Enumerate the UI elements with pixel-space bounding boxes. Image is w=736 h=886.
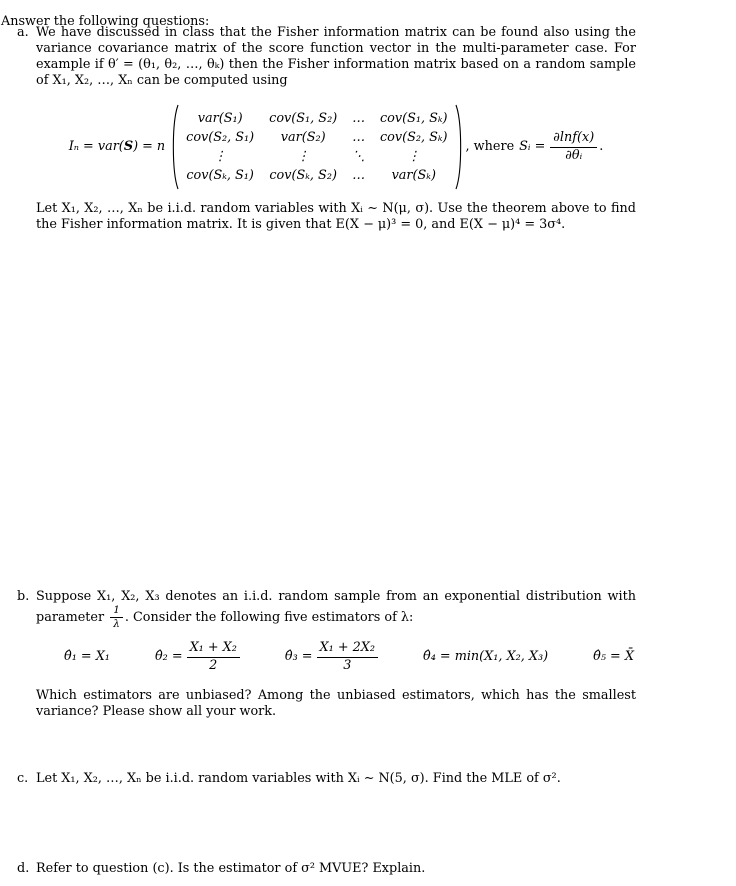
matrix-cell: cov(S₁, Sₖ)	[379, 110, 448, 126]
score-derivative-fraction	[550, 131, 597, 163]
estimator-2-fraction	[187, 641, 240, 673]
score-covariance-matrix	[184, 109, 449, 186]
item-a-label: a.	[17, 25, 29, 40]
matrix-cell: cov(Sₖ, S₁)	[186, 167, 254, 183]
estimator-3-fraction	[317, 641, 378, 673]
matrix-cell: ⋱	[352, 148, 365, 164]
fraction-numerator: X₁ + 2X₂	[317, 641, 378, 658]
question-item-d	[17, 861, 636, 877]
fraction-denominator: λ	[113, 618, 120, 631]
estimator-3	[285, 641, 378, 673]
page-title: Answer the following questions:	[1, 13, 210, 29]
matrix-paren-left-icon	[170, 102, 179, 192]
estimator-2	[155, 641, 240, 673]
matrix-cell: cov(Sₖ, S₂)	[269, 167, 337, 183]
question-item-a	[17, 25, 636, 233]
equation-lhs-text: Iₙ = var(	[68, 139, 124, 154]
item-c-text: Let X₁, X₂, …, Xₙ be i.i.d. random variables with Xᵢ ∼ N(5, σ). Find the MLE of σ².	[36, 771, 561, 786]
item-b-paragraph-1	[36, 589, 636, 630]
estimator-2-lhs: θ̂₂ =	[154, 649, 183, 665]
matrix-cell: ⋮	[296, 148, 310, 164]
estimator-3-lhs: θ̂₃ =	[284, 649, 313, 665]
equation-lhs	[69, 139, 165, 155]
equation-period: .	[599, 139, 604, 154]
matrix-cell: cov(S₂, Sₖ)	[379, 129, 448, 145]
item-a-paragraph-1: We have discussed in class that the Fisher information matrix can be found also using the variance covariance matrix of the score function vector in the multi-parameter case. For example if θ′ = (θ₁, θ₂, …, θₖ) then the Fisher information matrix based on a random sample of X₁, X₂, …, Xₙ can be computed using	[36, 25, 636, 88]
item-c-label: c.	[17, 771, 29, 786]
matrix-cell: var(S₂)	[280, 129, 326, 145]
fisher-information-equation	[36, 102, 636, 192]
matrix-cell: …	[352, 129, 365, 145]
equation-score-vector: S	[123, 139, 134, 154]
fraction-denominator: ∂θᵢ	[565, 147, 583, 163]
estimator-5: θ̂₅ = X̄	[593, 649, 634, 665]
fraction-denominator: 3	[343, 657, 352, 673]
item-b-paragraph-1-part-1: Suppose X₁, X₂, X₃ denotes an i.i.d. random sample from an exponential distribution with parameter	[36, 589, 636, 626]
matrix-cell: …	[352, 167, 365, 183]
matrix-cell: var(Sₖ)	[391, 167, 436, 183]
estimator-1: θ̂₁ = X₁	[64, 649, 110, 665]
item-a-paragraph-2: Let X₁, X₂, …, Xₙ be i.i.d. random variables with Xᵢ ∼ N(μ, σ). Use the theorem above to find the Fisher information matrix. It is given that E(X − μ)³ = 0, and E(X − μ)⁴ = 3σ⁴.	[36, 201, 636, 232]
equation-where-text: , where	[465, 139, 515, 154]
question-item-b	[17, 589, 636, 720]
item-b-paragraph-2: Which estimators are unbiased? Among the unbiased estimators, which has the smallest variance? Please show all your work.	[36, 688, 636, 720]
estimator-row	[36, 641, 636, 673]
equation-where-math: Sᵢ =	[519, 139, 546, 154]
fraction-numerator: 1	[110, 605, 123, 618]
matrix-cell: cov(S₂, S₁)	[186, 129, 255, 145]
item-d-label: d.	[17, 861, 30, 876]
item-b-label: b.	[17, 589, 30, 604]
lambda-fraction	[110, 605, 123, 630]
fraction-denominator: 2	[209, 657, 218, 673]
equation-lhs-tail: ) = n	[133, 139, 166, 154]
matrix-paren-right-icon	[455, 102, 464, 192]
estimator-4: θ̂₄ = min(X₁, X₂, X₃)	[423, 649, 549, 665]
matrix-cell: ⋮	[407, 148, 421, 164]
fraction-numerator: ∂lnf(x)	[550, 131, 597, 148]
item-d-text: Refer to question (c). Is the estimator of σ² MVUE? Explain.	[36, 861, 426, 876]
matrix-cell: ⋮	[213, 148, 227, 164]
item-b-paragraph-1-part-2: . Consider the following five estimators of λ:	[124, 610, 414, 626]
question-item-c	[17, 771, 636, 787]
matrix-cell: var(S₁)	[197, 110, 243, 126]
matrix-cell: cov(S₁, S₂)	[269, 110, 338, 126]
fraction-numerator: X₁ + X₂	[187, 641, 240, 658]
matrix-cell: …	[352, 110, 365, 126]
